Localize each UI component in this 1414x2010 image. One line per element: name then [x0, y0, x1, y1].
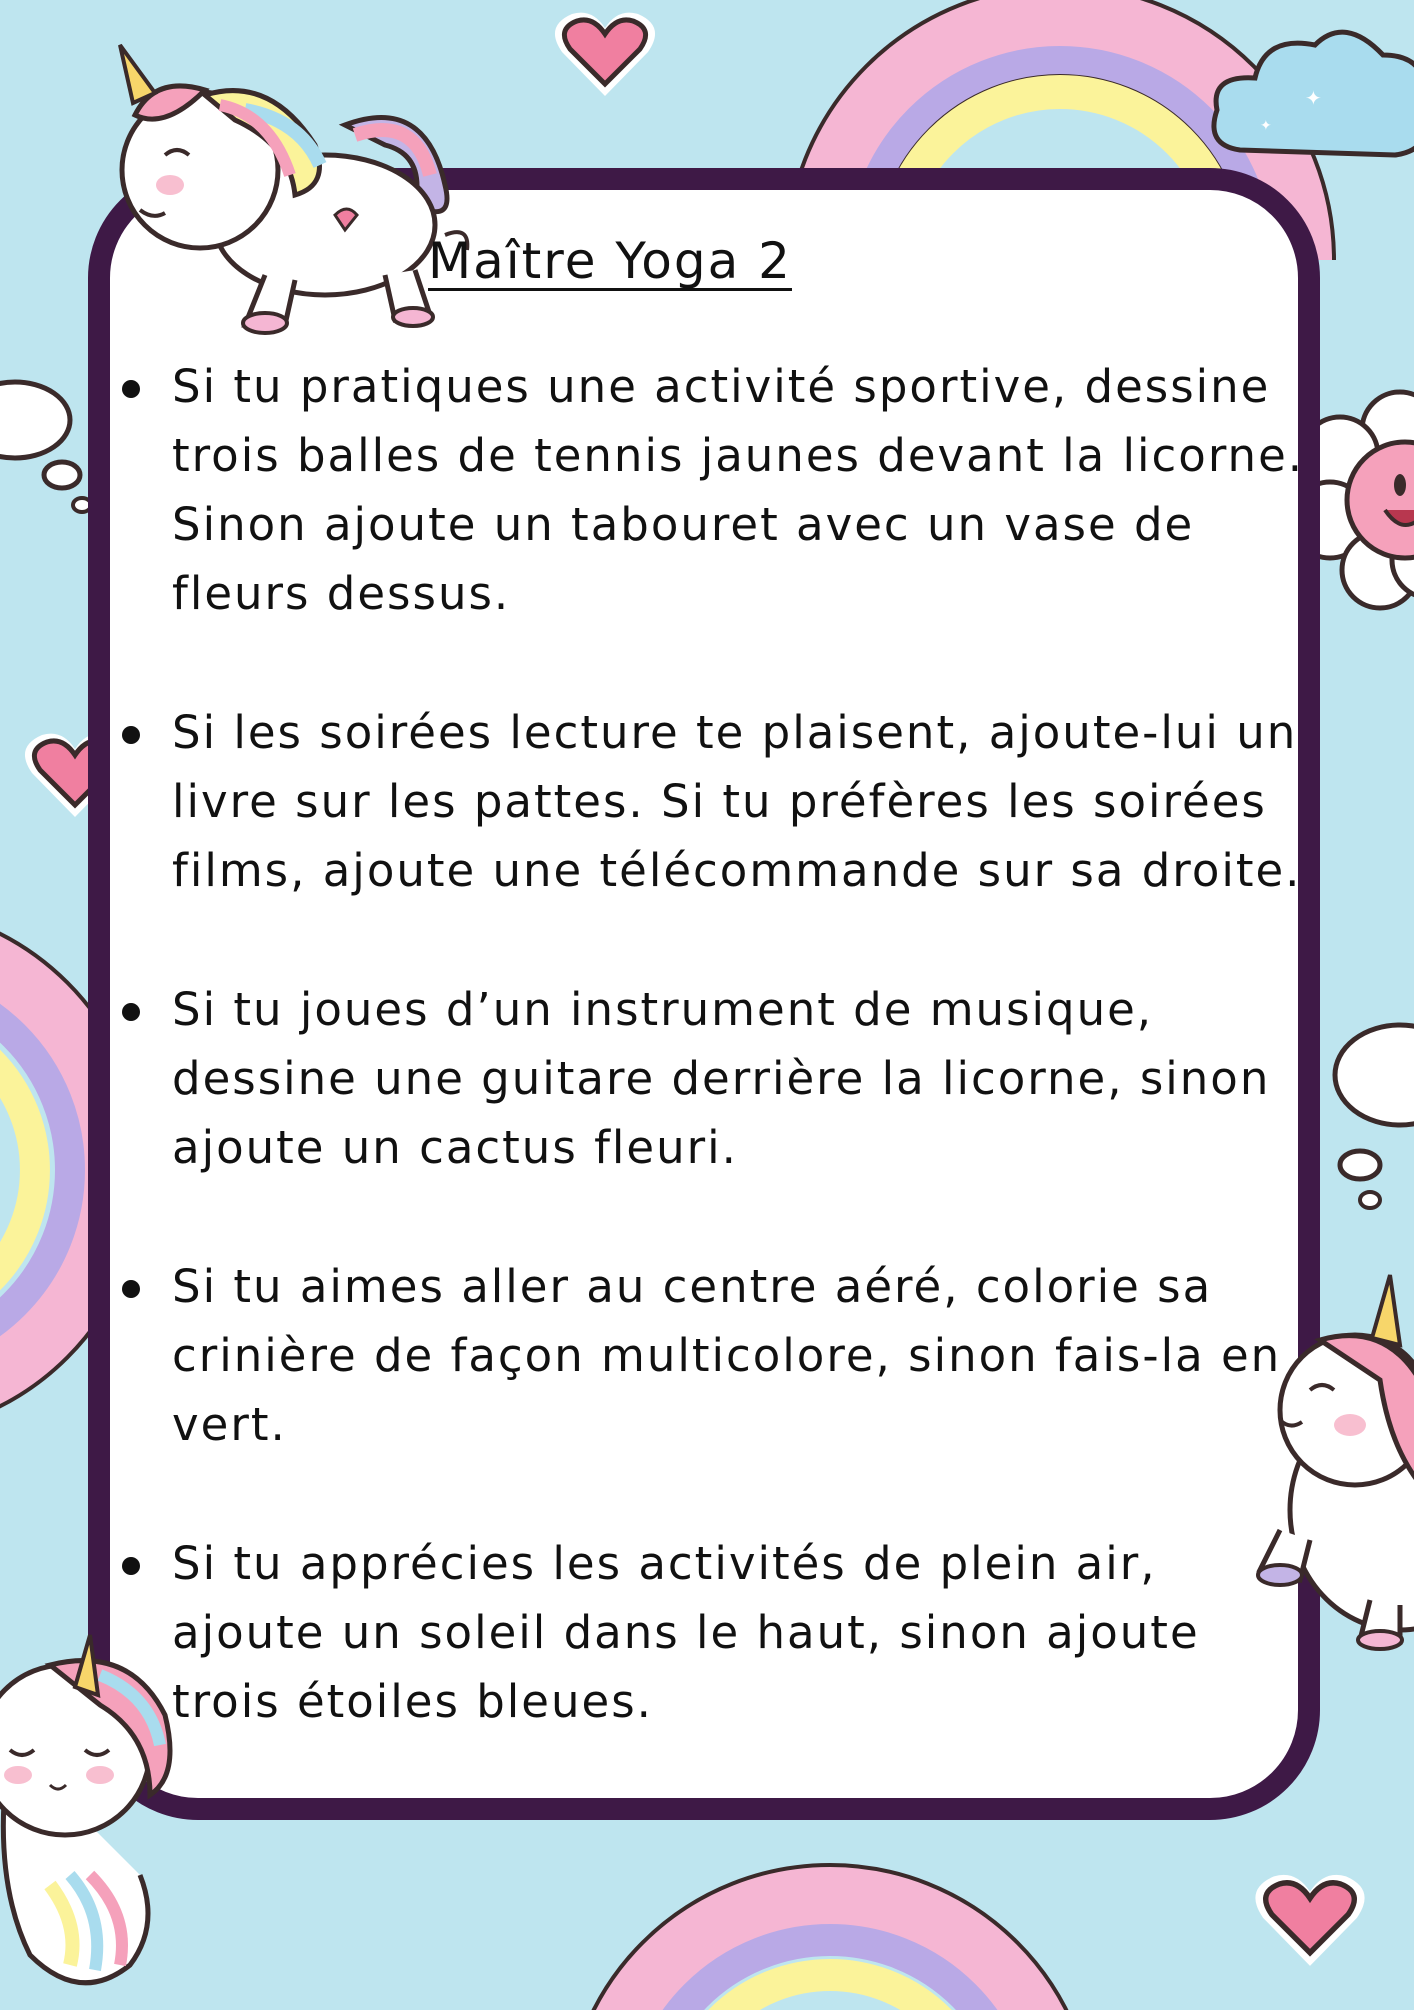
instruction-text: Si tu pratiques une activité sportive, dessine trois balles de tennis jaunes devant la licorne. Sinon ajoute un tabouret avec un vase de fleurs dessus. — [172, 360, 1305, 620]
heart-icon — [550, 4, 660, 104]
bullet-icon — [122, 1280, 140, 1298]
bullet-icon — [122, 380, 140, 398]
cloud-icon — [1205, 10, 1414, 180]
instruction-text: Si tu aimes aller au centre aéré, colorie sa crinière de façon multicolore, sinon fais-la en vert. — [172, 1260, 1282, 1451]
heart-icon — [1250, 1865, 1370, 1975]
list-item — [110, 975, 1310, 1182]
list-item — [110, 352, 1310, 628]
instruction-list — [110, 352, 1310, 1806]
thought-bubble-icon — [1315, 1015, 1414, 1225]
svg-text:✦: ✦ — [1260, 118, 1272, 134]
rainbow-icon — [585, 1870, 1075, 2010]
bullet-icon — [122, 1003, 140, 1021]
list-item — [110, 1252, 1310, 1459]
svg-text:✦: ✦ — [1305, 86, 1322, 110]
bullet-icon — [122, 1557, 140, 1575]
bullet-icon — [122, 726, 140, 744]
instruction-text: Si tu joues d’un instrument de musique, dessine une guitare derrière la licorne, sinon ajoute un cactus fleuri. — [172, 983, 1271, 1174]
list-item — [110, 698, 1310, 905]
instruction-text: Si tu apprécies les activités de plein air, ajoute un soleil dans le haut, sinon ajoute trois étoiles bleues. — [172, 1537, 1200, 1728]
list-item — [110, 1529, 1310, 1736]
page-title: Maître Yoga 2 — [428, 232, 792, 290]
instruction-text: Si les soirées lecture te plaisent, ajoute-lui un livre sur les pattes. Si tu préfères les soirées films, ajoute une télécommande sur sa droite. — [172, 706, 1302, 897]
unicorn-icon — [95, 35, 475, 345]
